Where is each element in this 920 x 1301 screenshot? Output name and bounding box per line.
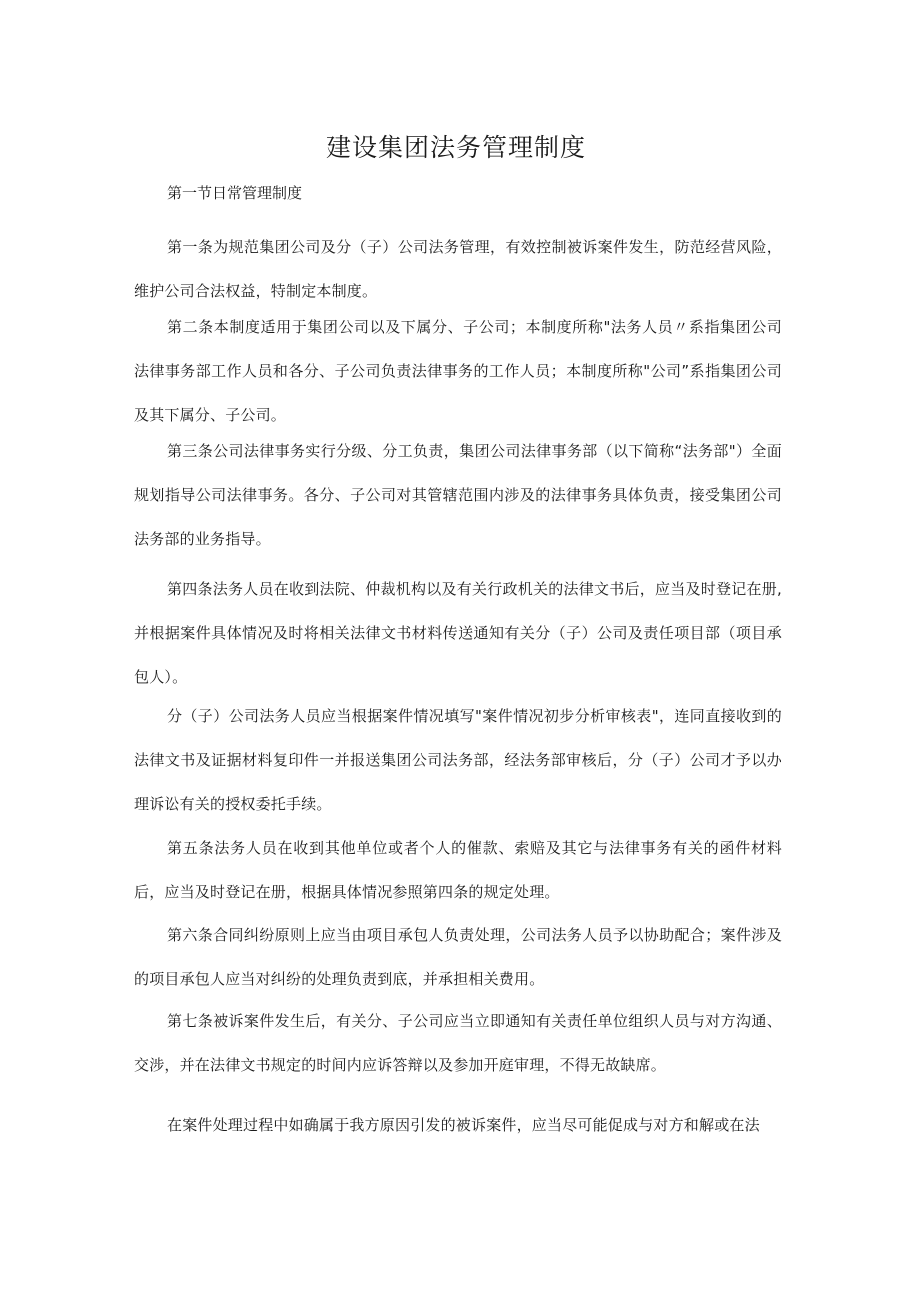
paragraph-article-4-continued: 分（子）公司法务人员应当根据案件情况填写"案件情况初步分析审核表"，连同直接收到的法律文书及证据材料复印件一并报送集团公司法务部，经法务部审核后，分（子）公司才予以办理诉讼有关的授权委托手续。	[134, 707, 782, 813]
section-heading: 第一节日常管理制度	[167, 184, 303, 202]
paragraph-article-5: 第五条法务人员在收到其他单位或者个人的催款、索赔及其它与法律事务有关的函件材料后，应当及时登记在册，根据具体情况参照第四条的规定处理。	[134, 839, 782, 901]
paragraph-article-2: 第二条本制度适用于集团公司以及下属分、子公司；本制度所称"法务人员〃系指集团公司法律事务部工作人员和各分、子公司负责法律事务的工作人员；本制度所称"公司”系指集团公司及其下属分、子公司。	[134, 318, 782, 424]
paragraph-article-6: 第六条合同纠纷原则上应当由项目承包人负责处理，公司法务人员予以协助配合；案件涉及的项目承包人应当对纠纷的处理负责到底，并承担相关费用。	[134, 926, 782, 988]
paragraph-article-4: 第四条法务人员在收到法院、仲裁机构以及有关行政机关的法律文书后，应当及时登记在册,并根据案件具体情况及时将相关法律文书材料传送通知有关分（子）公司及责任项目部（项目承包人）。	[134, 580, 782, 686]
paragraph-article-1: 第一条为规范集团公司及分（子）公司法务管理，有效控制被诉案件发生，防范经营风险，维护公司合法权益，特制定本制度。	[134, 238, 782, 300]
document-title: 建设集团法务管理制度	[325, 133, 586, 162]
paragraph-article-7-continued: 在案件处理过程中如确属于我方原因引发的被诉案件，应当尽可能促成与对方和解或在法	[167, 1116, 760, 1134]
paragraph-article-7: 第七条被诉案件发生后，有关分、子公司应当立即通知有关责任单位组织人员与对方沟通、交涉，并在法律文书规定的时间内应诉答辩以及参加开庭审理，不得无故缺席。	[134, 1012, 782, 1074]
paragraph-article-3: 第三条公司法律事务实行分级、分工负责，集团公司法律事务部（以下简称“法务部"）全面规划指导公司法律事务。各分、子公司对其管辖范围内涉及的法律事务具体负责，接受集团公司法务部的业务指导。	[134, 442, 782, 548]
